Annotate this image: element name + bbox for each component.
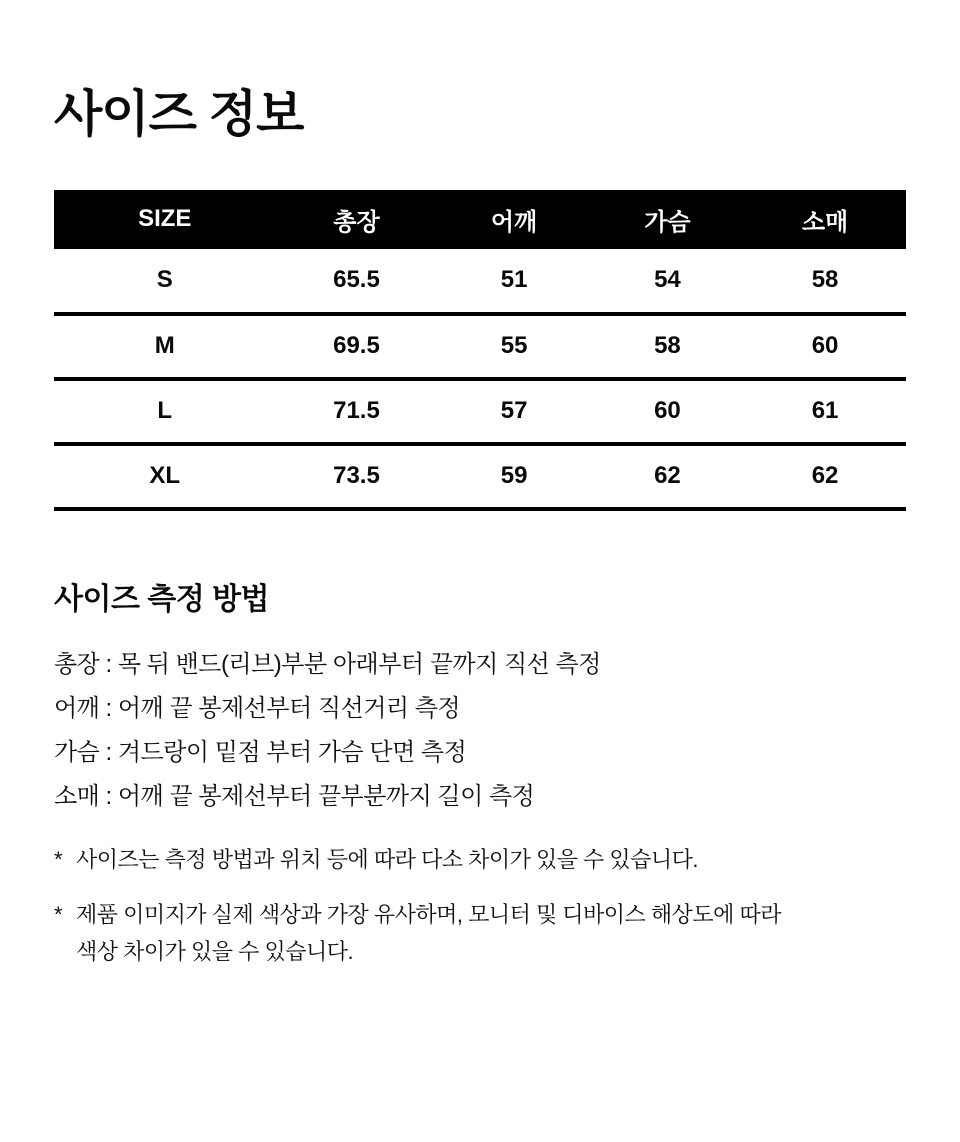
footnote-color-difference <box>54 896 906 970</box>
chest-value-cell: 60 <box>591 379 744 444</box>
length-value-cell: 71.5 <box>276 379 438 444</box>
size-table-header-chest: 가슴 <box>591 190 744 249</box>
sleeve-value-cell: 61 <box>744 379 906 444</box>
size-table <box>54 190 906 511</box>
measurement-guide-list <box>54 643 906 819</box>
guide-line-sleeve: 소매 : 어깨 끝 봉제선부터 끝부분까지 길이 측정 <box>54 782 535 810</box>
shoulder-value-cell: 59 <box>437 444 590 509</box>
footnote-line: 색상 차이가 있을 수 있습니다. <box>76 938 354 964</box>
asterisk-marker: * <box>54 846 63 872</box>
page-title: 사이즈 정보 <box>54 86 304 142</box>
guide-line-chest: 가슴 : 겨드랑이 밑점 부터 가슴 단면 측정 <box>54 738 467 766</box>
sleeve-value-cell: 62 <box>744 444 906 509</box>
size-label-cell: XL <box>54 444 276 509</box>
size-label-cell: M <box>54 314 276 379</box>
footnote-line: 사이즈는 측정 방법과 위치 등에 따라 다소 차이가 있을 수 있습니다. <box>76 846 699 872</box>
size-table-header-shoulder: 어깨 <box>437 190 590 249</box>
table-row-l <box>54 379 906 444</box>
table-row-m <box>54 314 906 379</box>
footnote-line: 제품 이미지가 실제 색상과 가장 유사하며, 모니터 및 디바이스 해상도에 따라 <box>76 901 782 927</box>
shoulder-value-cell: 51 <box>437 249 590 314</box>
length-value-cell: 65.5 <box>276 249 438 314</box>
size-table-header-row <box>54 190 906 249</box>
asterisk-marker: * <box>54 901 63 927</box>
measurement-guide-title: 사이즈 측정 방법 <box>54 582 270 616</box>
size-table-header-size: SIZE <box>54 190 276 249</box>
guide-line-length: 총장 : 목 뒤 밴드(리브)부분 아래부터 끝까지 직선 측정 <box>54 650 601 678</box>
chest-value-cell: 62 <box>591 444 744 509</box>
chest-value-cell: 58 <box>591 314 744 379</box>
footnote-size-variance <box>54 841 906 878</box>
table-row-xl <box>54 444 906 509</box>
shoulder-value-cell: 57 <box>437 379 590 444</box>
guide-line-shoulder: 어깨 : 어깨 끝 봉제선부터 직선거리 측정 <box>54 694 461 722</box>
size-info-page <box>0 86 960 970</box>
size-table-header-length: 총장 <box>276 190 438 249</box>
shoulder-value-cell: 55 <box>437 314 590 379</box>
size-label-cell: L <box>54 379 276 444</box>
length-value-cell: 73.5 <box>276 444 438 509</box>
sleeve-value-cell: 58 <box>744 249 906 314</box>
size-table-header-sleeve: 소매 <box>744 190 906 249</box>
sleeve-value-cell: 60 <box>744 314 906 379</box>
chest-value-cell: 54 <box>591 249 744 314</box>
footnotes <box>54 841 906 970</box>
table-row-s <box>54 249 906 314</box>
size-label-cell: S <box>54 249 276 314</box>
length-value-cell: 69.5 <box>276 314 438 379</box>
